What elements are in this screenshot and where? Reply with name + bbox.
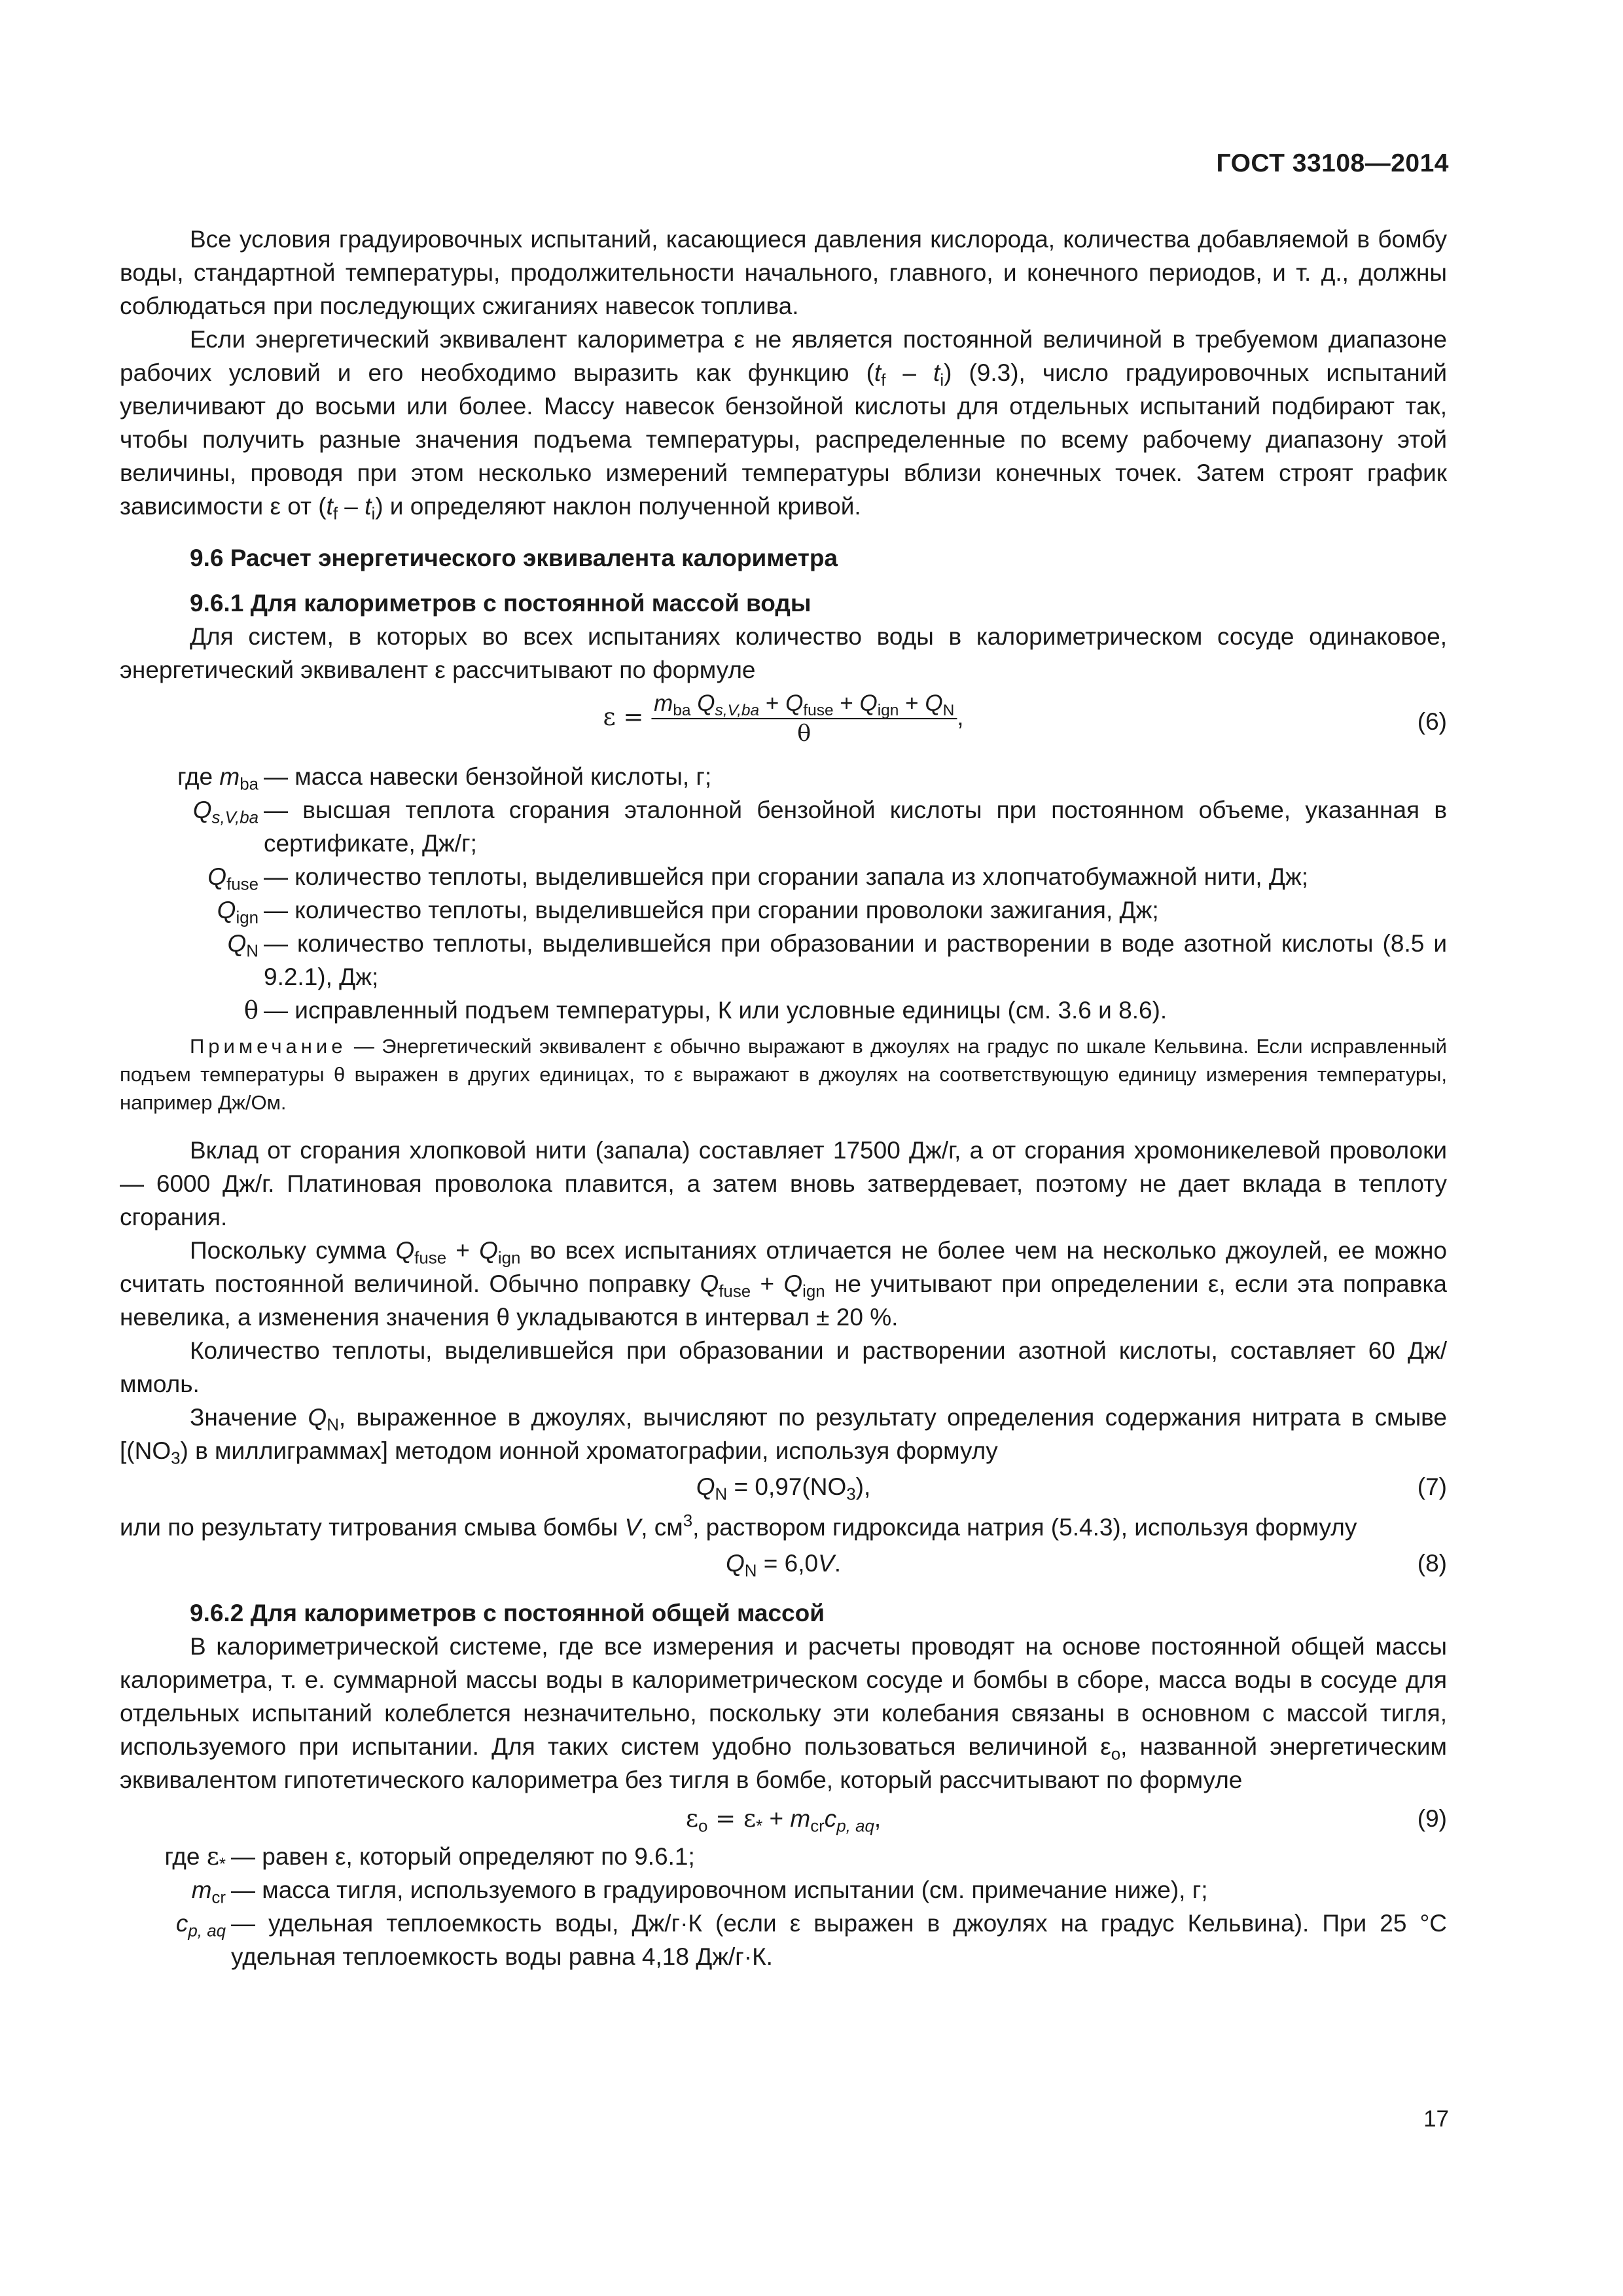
- subscript-n: N: [942, 701, 955, 719]
- plus-sign: +: [751, 1270, 784, 1297]
- document-code: ГОСТ 33108—2014: [1216, 149, 1449, 177]
- symbol-c: c: [175, 1910, 188, 1937]
- subscript-n: N: [715, 1485, 728, 1504]
- equation-7-body: [696, 1470, 871, 1503]
- subscript-svba: s,V,ba: [715, 701, 760, 719]
- symbol-q: Q: [697, 691, 715, 716]
- symbol-q: Q: [395, 1237, 415, 1264]
- definition-term: [120, 793, 264, 860]
- subscript-fuse: fuse: [226, 875, 259, 894]
- paragraph-constant-water-mass: Для систем, в которых во всех испытаниях количество воды в калориметрическом сосуде одинаковое, энергетический эквивалент ε рассчитывают по формуле: [120, 623, 1447, 683]
- note-text: — Энергетический эквивалент ε обычно выражают в джоулях на градус по шкале Кельвина. Если исправленный подъем температуры θ выражен в других единицах, то ε выражают в джоулях на соответствующую единицу измерения температуры, например Дж/Ом.: [120, 1035, 1447, 1114]
- paragraph-energy-equivalent-variable: [120, 323, 1447, 523]
- text-fragment: , раствором гидроксида натрия (5.4.3), используя формулу: [692, 1514, 1357, 1541]
- definition-description: — количество теплоты, выделившейся при сгорании запала из хлопчатобумажной нити, Дж;: [264, 863, 1309, 890]
- text-fragment: Если энергетический эквивалент калориметра ε не является постоянной величиной в требуемом диапазоне рабочих условий и его необходимо выразить как функцию (: [120, 326, 1447, 386]
- text-fragment: , см: [641, 1514, 683, 1541]
- where-word: где: [164, 1843, 207, 1870]
- plus-sign: +: [759, 691, 786, 716]
- subscript-n: N: [246, 942, 259, 961]
- subscript-cr: cr: [810, 1817, 825, 1836]
- symbol-t: t: [326, 493, 333, 520]
- eq8-dot: .: [834, 1550, 842, 1577]
- subscript-i: i: [371, 505, 376, 524]
- subscript-ign: ign: [236, 908, 259, 927]
- equation-9: [120, 1799, 1447, 1837]
- eq7-rhs: = 0,97(NO: [727, 1473, 847, 1500]
- subscript-fuse: fuse: [803, 701, 834, 719]
- equation-9-body: [686, 1802, 881, 1835]
- equation-8-number: (8): [1417, 1550, 1447, 1577]
- page-content: [120, 223, 1447, 1973]
- symbol-m: m: [654, 691, 673, 716]
- subscript-fuse: fuse: [414, 1249, 447, 1268]
- subscript-star: *: [219, 1855, 226, 1874]
- paragraph-nitric-acid-heat: Количество теплоты, выделившейся при образовании и растворении азотной кислоты, составляет 60 Дж/ммоль.: [120, 1337, 1447, 1397]
- text-fragment: Поскольку сумма: [190, 1237, 396, 1264]
- definition-term: [120, 760, 264, 793]
- page-number: 17: [1423, 2106, 1449, 2132]
- text-fragment: Значение: [190, 1404, 308, 1431]
- subscript-star: *: [756, 1817, 763, 1836]
- symbol-q: Q: [925, 691, 943, 716]
- eq6-fraction: [651, 689, 957, 748]
- subscript-paq: p, aq: [188, 1922, 226, 1941]
- symbol-q: Q: [217, 897, 236, 924]
- symbol-q: Q: [479, 1237, 498, 1264]
- eq6-comma: ,: [957, 703, 964, 730]
- minus-sign: –: [885, 359, 934, 386]
- subscript-ba: ba: [673, 701, 691, 719]
- text-fragment: ) и определяют наклон полученной кривой.: [375, 493, 861, 520]
- definition-description: — удельная теплоемкость воды, Дж/г·К (если ε выражен в джоулях на градус Кельвина). При 25 °С удельная теплоемкость воды равна 4,18 Дж/г·К.: [231, 1910, 1447, 1970]
- paragraph-thread-contribution: Вклад от сгорания хлопковой нити (запала) составляет 17500 Дж/г, а от сгорания хромоникелевой проволоки — 6000 Дж/г. Платиновая проволока плавится, а затем вновь затвердевает, поэтому не дает вклада в теплоту сгорания.: [120, 1137, 1447, 1230]
- definition-description: — исправленный подъем температуры, К или условные единицы (см. 3.6 и 8.6).: [264, 997, 1168, 1024]
- note-label: Примечание: [190, 1035, 347, 1058]
- definitions-list-eq9: [120, 1840, 1447, 1973]
- subscript-ign: ign: [497, 1249, 521, 1268]
- minus-sign: –: [338, 493, 365, 520]
- eq6-lhs: ε =: [603, 702, 652, 731]
- plus-sign: +: [899, 691, 925, 716]
- subscript-n: N: [744, 1562, 757, 1581]
- definition-term: [120, 1873, 231, 1907]
- paragraph-titration: [120, 1511, 1447, 1544]
- subscript-ign: ign: [802, 1282, 825, 1301]
- text-fragment: или по результату титрования смыва бомбы: [120, 1514, 625, 1541]
- definition-description: — равен ε, который определяют по 9.6.1;: [231, 1843, 695, 1870]
- subscript-3: 3: [846, 1485, 856, 1504]
- subscript-ba: ba: [240, 775, 259, 794]
- symbol-m: m: [219, 763, 240, 790]
- text-fragment: ) в миллиграммах] методом ионной хроматографии, используя формулу: [180, 1437, 998, 1464]
- symbol-theta: θ: [243, 996, 259, 1024]
- text-fragment: В калориметрической системе, где все измерения и расчеты проводят на основе постоянной общей массы калориметра, т. е. суммарной массы воды в калориметрическом сосуде и бомбы в сборе, масса воды в сосуде для отдельных испытаний колеблется незначительно, поскольку эти колебания связаны в основном с массой тигля, используемого при испытании. Для таких систем удобно пользоваться величиной ε: [120, 1633, 1447, 1760]
- text-fragment: ) (9.3), число градуировочных испытаний увеличивают до восьми или более. Массу навесок бензойной кислоты для отдельных испытаний подбирают так, чтобы получить разные значения подъема температуры, распределенные по всему рабочему диапазону этой величины, проводя при этом несколько измерений температуры вблизи конечных точек. Затем строят график зависимости ε от (: [120, 359, 1448, 520]
- superscript-3: 3: [683, 1511, 693, 1530]
- text-fragment: , названной энергетическим эквивалентом гипотетического калориметра без тигля в бомбе, который рассчитывают по формуле: [120, 1733, 1447, 1793]
- symbol-v: V: [624, 1514, 641, 1541]
- section-heading-9-6-2: 9.6.2 Для калориметров с постоянной общей массой: [190, 1600, 825, 1626]
- definitions-list-eq6: [120, 760, 1447, 1027]
- definition-description: — количество теплоты, выделившейся при образовании и растворении в воде азотной кислоты (8.5 и 9.2.1), Дж;: [264, 930, 1447, 990]
- symbol-q: Q: [785, 691, 804, 716]
- text-fragment: во всех испытаниях отличается не более чем на несколько джоулей, ее можно считать постоянной величиной. Обычно поправку: [120, 1237, 1447, 1297]
- definition-term: [120, 893, 264, 927]
- symbol-t: t: [933, 359, 940, 386]
- equation-8-body: [726, 1547, 841, 1580]
- definition-term: [120, 927, 264, 994]
- symbol-q: Q: [308, 1404, 327, 1431]
- eq6-numerator: [651, 689, 957, 719]
- text-fragment: не учитывают при определении ε, если эта поправка невелика, а изменения значения θ укладываются в интервал ± 20 %.: [120, 1270, 1447, 1331]
- symbol-q: Q: [700, 1270, 719, 1297]
- equation-8: [120, 1547, 1447, 1585]
- eq9-equals: = ε: [707, 1804, 757, 1833]
- section-heading-9-6: 9.6 Расчет энергетического эквивалента калориметра: [190, 545, 838, 571]
- definition-term: [120, 1840, 231, 1873]
- subscript-o: o: [1111, 1745, 1121, 1764]
- equation-6-number: (6): [1417, 708, 1447, 735]
- subscript-fuse: fuse: [719, 1282, 751, 1301]
- definition-description: — масса навески бензойной кислоты, г;: [264, 763, 712, 790]
- subscript-n: N: [327, 1416, 339, 1435]
- paragraph-qn-calculation: [120, 1401, 1447, 1467]
- paragraph-sum-correction: [120, 1234, 1447, 1334]
- subscript-o: o: [698, 1817, 708, 1836]
- subscript-3: 3: [171, 1449, 181, 1468]
- symbol-m: m: [790, 1805, 811, 1832]
- definition-term: [120, 1907, 231, 1973]
- equation-9-number: (9): [1417, 1805, 1447, 1832]
- symbol-q: Q: [192, 797, 212, 823]
- symbol-q: Q: [207, 863, 227, 890]
- subscript-i: i: [940, 371, 944, 390]
- symbol-q: Q: [227, 930, 247, 957]
- plus-sign: +: [446, 1237, 480, 1264]
- section-heading-9-6-1: 9.6.1 Для калориметров с постоянной массой воды: [190, 590, 812, 617]
- text-fragment: , выраженное в джоулях, вычисляют по результату определения содержания нитрата в смыве [(NO: [120, 1404, 1448, 1464]
- plus-sign: +: [762, 1805, 791, 1832]
- where-word: где: [177, 763, 220, 790]
- eq7-end: ),: [855, 1473, 871, 1500]
- symbol-q: Q: [859, 691, 878, 716]
- symbol-q: Q: [783, 1270, 803, 1297]
- definition-description: — количество теплоты, выделившейся при сгорании проволоки зажигания, Дж;: [264, 897, 1159, 924]
- eq6-denominator: θ: [797, 721, 812, 747]
- equation-6-body: [603, 689, 963, 748]
- equation-6: [120, 689, 1447, 755]
- symbol-t: t: [874, 359, 882, 386]
- note-energy-equivalent: [120, 1032, 1447, 1117]
- paragraph-calibration-conditions: Все условия градуировочных испытаний, касающиеся давления кислорода, количества добавляемой в бомбу воды, стандартной температуры, продолжительности начального, главного, и конечного периодов, и т. д., должны соблюдаться при последующих сжиганиях навесок топлива.: [120, 226, 1447, 319]
- definition-description: — масса тигля, используемого в градуировочном испытании (см. примечание ниже), г;: [231, 1876, 1208, 1903]
- subscript-f: f: [332, 505, 338, 524]
- symbol-epsilon: ε: [685, 1804, 699, 1833]
- equation-7-number: (7): [1417, 1473, 1447, 1500]
- symbol-m: m: [191, 1876, 212, 1903]
- subscript-ign: ign: [877, 701, 899, 719]
- symbol-q: Q: [725, 1550, 745, 1577]
- definition-term: [120, 860, 264, 893]
- subscript-cr: cr: [211, 1888, 226, 1907]
- symbol-epsilon: ε: [206, 1842, 219, 1871]
- subscript-svba: s,V,ba: [211, 808, 259, 827]
- subscript-paq: p, aq: [836, 1817, 874, 1836]
- plus-sign: +: [833, 691, 860, 716]
- eq8-rhs: = 6,0: [757, 1550, 819, 1577]
- symbol-t: t: [365, 493, 372, 520]
- subscript-f: f: [881, 371, 886, 390]
- symbol-c: c: [824, 1805, 837, 1832]
- paragraph-constant-total-mass: [120, 1630, 1447, 1797]
- eq9-comma: ,: [874, 1805, 882, 1832]
- definition-term: [120, 994, 264, 1027]
- symbol-v: V: [818, 1550, 834, 1577]
- symbol-q: Q: [696, 1473, 715, 1500]
- equation-7: [120, 1470, 1447, 1508]
- definition-description: — высшая теплота сгорания эталонной бензойной кислоты при постоянном объеме, указанная в сертификате, Дж/г;: [264, 797, 1447, 857]
